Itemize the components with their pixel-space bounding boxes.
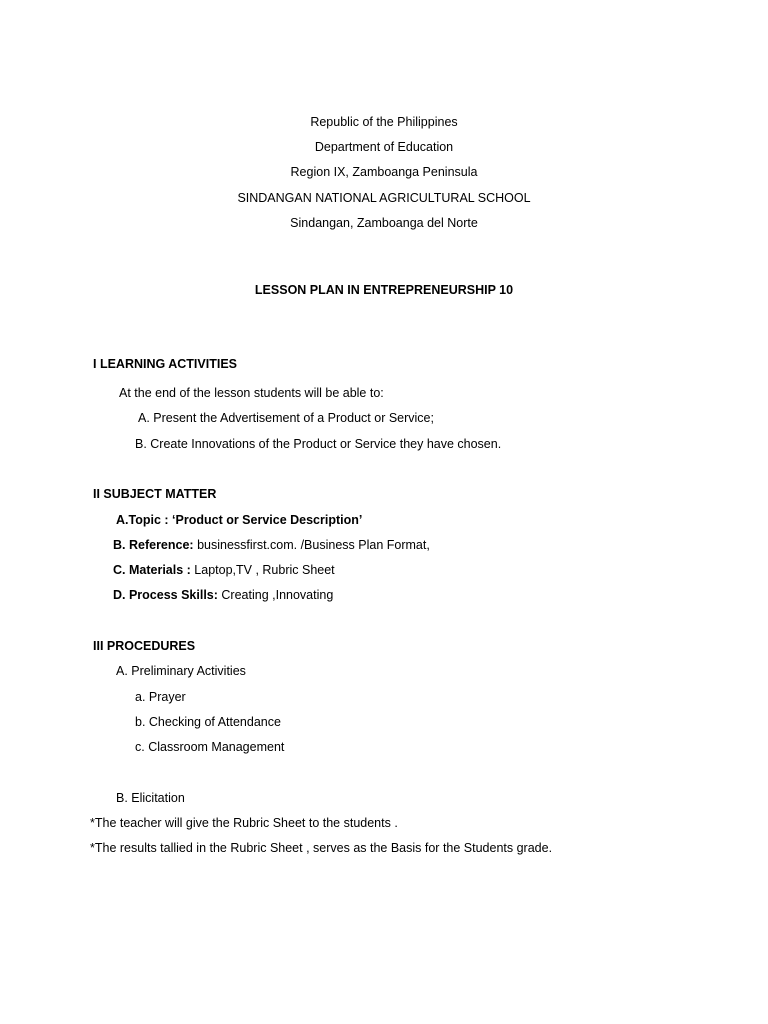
procedures-heading: III PROCEDURES xyxy=(93,639,196,653)
header-location: Sindangan, Zamboanga del Norte xyxy=(290,216,478,230)
subject-materials-label: C. Materials : xyxy=(113,563,191,577)
subject-reference xyxy=(113,537,430,553)
subject-process-skills xyxy=(113,587,333,603)
subject-materials xyxy=(113,562,335,578)
learning-activity-item: A. Present the Advertisement of a Product or Service; xyxy=(138,411,434,425)
header-school: SINDANGAN NATIONAL AGRICULTURAL SCHOOL xyxy=(237,191,531,205)
elicitation-note: *The results tallied in the Rubric Sheet , serves as the Basis for the Students grade. xyxy=(90,841,553,855)
subject-topic-label: A.Topic : xyxy=(116,513,169,527)
preliminary-item: a. Prayer xyxy=(135,690,186,704)
subject-reference-value: businessfirst.com. /Business Plan Format, xyxy=(197,538,430,552)
learning-activities-intro: At the end of the lesson students will be able to: xyxy=(119,386,384,400)
subject-skills-value: Creating ,Innovating xyxy=(221,588,334,602)
learning-activities-heading: I LEARNING ACTIVITIES xyxy=(93,357,237,371)
learning-activity-item: B. Create Innovations of the Product or Service they have chosen. xyxy=(135,437,502,451)
elicitation-heading: B. Elicitation xyxy=(116,791,185,805)
subject-topic xyxy=(116,512,362,528)
document-title: LESSON PLAN IN ENTREPRENEURSHIP 10 xyxy=(254,283,514,297)
subject-topic-value: ‘Product or Service Description’ xyxy=(172,513,363,527)
header-republic: Republic of the Philippines xyxy=(310,115,458,129)
header-region: Region IX, Zamboanga Peninsula xyxy=(290,165,478,179)
subject-matter-heading: II SUBJECT MATTER xyxy=(93,487,217,501)
subject-reference-label: B. Reference: xyxy=(113,538,194,552)
header-department: Department of Education xyxy=(314,140,454,154)
preliminary-item: c. Classroom Management xyxy=(135,740,285,754)
preliminary-item: b. Checking of Attendance xyxy=(135,715,281,729)
elicitation-note: *The teacher will give the Rubric Sheet to the students . xyxy=(90,816,398,830)
preliminary-activities-heading: A. Preliminary Activities xyxy=(116,664,246,678)
subject-materials-value: Laptop,TV , Rubric Sheet xyxy=(194,563,335,577)
subject-skills-label: D. Process Skills: xyxy=(113,588,218,602)
